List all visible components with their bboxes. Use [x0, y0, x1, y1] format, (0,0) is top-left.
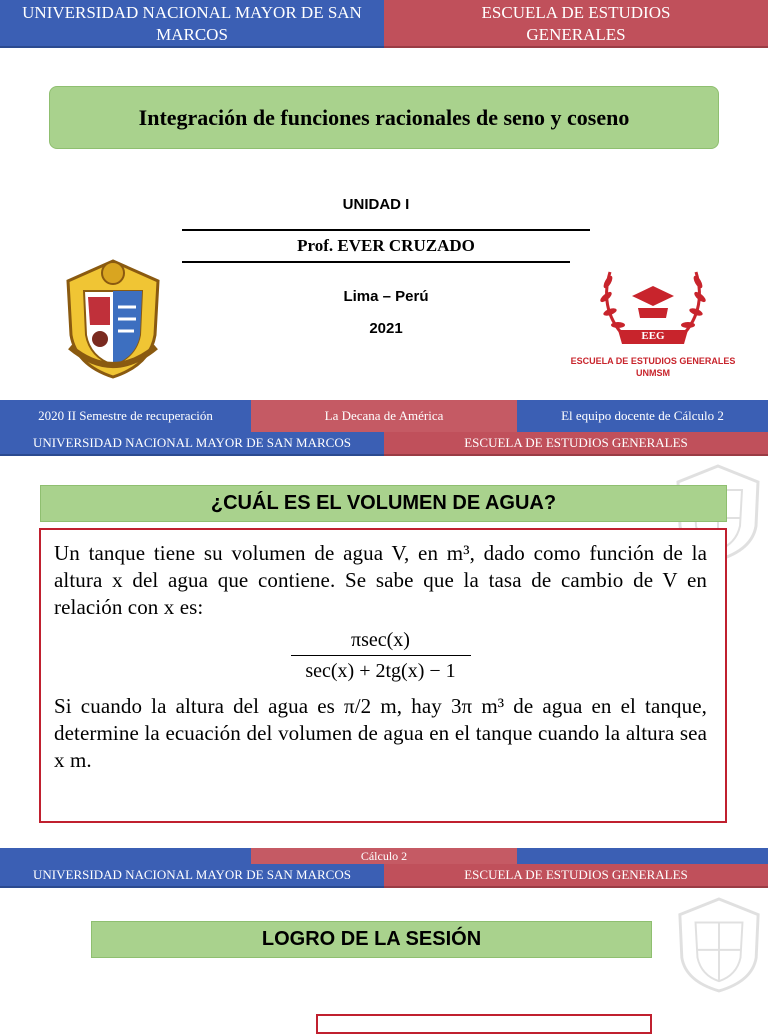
footer-motto: [251, 400, 517, 432]
unit-label: UNIDAD I: [342, 196, 410, 213]
goal-box: [316, 1014, 652, 1034]
page-title: Integración de funciones racionales de seno y coseno: [138, 104, 630, 130]
header-university-text: UNIVERSIDAD NACIONAL MAYOR DE SAN MARCOS: [22, 3, 362, 44]
eeg-acronym: EEG: [641, 330, 665, 342]
formula-denominator: sec(x) + 2tg(x) − 1: [305, 660, 456, 682]
header-university: [0, 0, 384, 48]
slide-2: [0, 432, 768, 864]
footer-semester-text: 2020 II Semestre de recuperación: [38, 408, 213, 423]
problem-text-question: Si cuando la altura del agua es π/2 m, hay 3π m³ de agua en el tanque, determine la ecuación del volumen de agua en el tanque cuando la altura sea x m.: [54, 694, 707, 772]
header-school-text: ESCUELA DE ESTUDIOS GENERALES: [481, 3, 671, 44]
footer-team: [517, 400, 768, 432]
separator-top: [182, 229, 590, 231]
header-university-text: UNIVERSIDAD NACIONAL MAYOR DE SAN MARCOS: [33, 435, 351, 450]
question-banner: [40, 485, 727, 522]
header-school: [384, 432, 768, 456]
slide-3: [0, 864, 768, 1024]
goal-banner: [91, 921, 652, 958]
year-label: 2021: [369, 320, 403, 337]
crest-watermark-icon: [674, 894, 764, 994]
header-school-text: ESCUELA DE ESTUDIOS GENERALES: [464, 867, 688, 882]
eeg-name: ESCUELA DE ESTUDIOS GENERALES: [570, 356, 736, 366]
eeg-logo: [570, 250, 736, 382]
footer-semester: [0, 400, 251, 432]
professor-name: Prof. EVER CRUZADO: [297, 236, 475, 255]
formula-numerator: πsec(x): [351, 629, 410, 651]
header-school: [384, 0, 768, 48]
footer-motto-text: La Decana de América: [324, 408, 444, 423]
rate-formula: [291, 629, 471, 683]
footer-course: [251, 848, 517, 864]
header-school-text: ESCUELA DE ESTUDIOS GENERALES: [464, 435, 688, 450]
footer-team-text: El equipo docente de Cálculo 2: [561, 408, 724, 423]
header-university: [0, 864, 384, 888]
slide-1: [0, 0, 768, 432]
problem-text-intro: Un tanque tiene su volumen de agua V, en m³, dado como función de la altura x del agua que contiene. Se sabe que la tasa de cambio de V en relación con x es:: [54, 541, 707, 619]
separator-bottom: [182, 261, 590, 263]
question-title: ¿CUÁL ES EL VOLUMEN DE AGUA?: [210, 492, 557, 514]
title-box: [49, 86, 719, 149]
footer-course-text: Cálculo 2: [360, 848, 408, 863]
eeg-unmsm: UNMSM: [636, 368, 670, 378]
header-university-text: UNIVERSIDAD NACIONAL MAYOR DE SAN MARCOS: [33, 867, 351, 882]
goal-title: LOGRO DE LA SESIÓN: [261, 928, 482, 950]
place-label: Lima – Perú: [343, 288, 429, 305]
footer-left: [0, 848, 251, 864]
problem-box: [39, 528, 727, 823]
header-school: [384, 864, 768, 888]
unmsm-crest-icon: [60, 257, 166, 381]
header-university: [0, 432, 384, 456]
footer-right: [517, 848, 768, 864]
